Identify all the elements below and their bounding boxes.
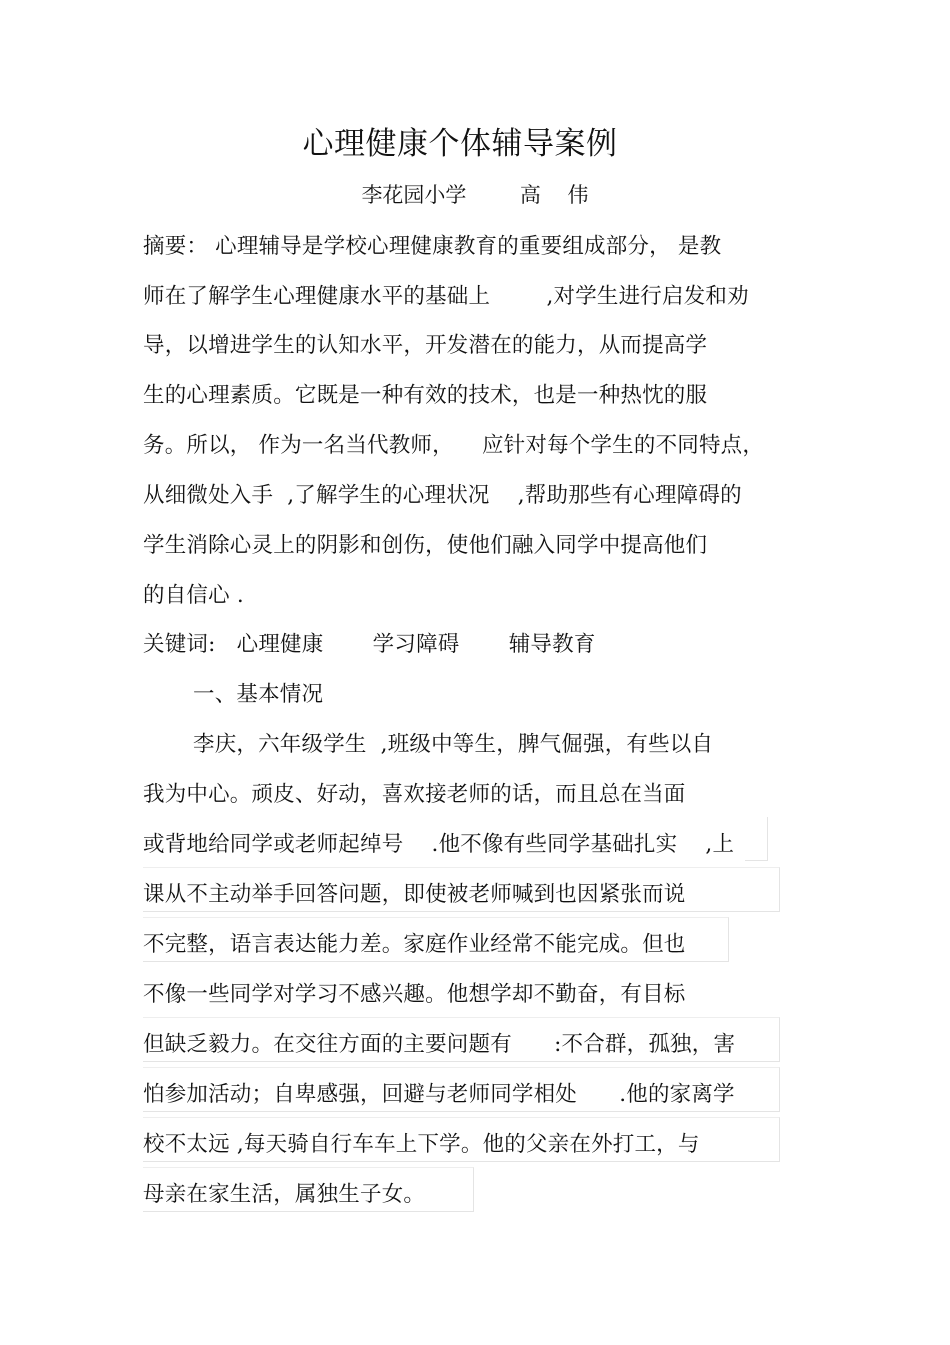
- body-line: 但缺乏毅力。在交往方面的主要问题有 :不合群，孤独，害: [143, 1032, 736, 1057]
- body-line: 怕参加活动；自卑感强，回避与老师同学相处 .他的家离学: [143, 1082, 735, 1107]
- abstract-line: 生的心理素质。它既是一种有效的技术，也是一种热忱的服: [143, 383, 708, 408]
- body-line: 李庆，六年级学生 ,班级中等生，脾气倔强，有些以自: [193, 732, 714, 757]
- abstract-line: 务。所以， 作为一名当代教师， 应针对每个学生的不同特点，: [143, 433, 765, 458]
- body-line: 不像一些同学对学习不感兴趣。他想学却不勤奋，有目标: [143, 982, 686, 1007]
- body-line: 我为中心。顽皮、好动，喜欢接老师的话，而且总在当面: [143, 782, 686, 807]
- body-line: 校不太远 ,每天骑自行车车上下学。他的父亲在外打工，与: [143, 1132, 700, 1157]
- section-heading: 一、基本情况: [193, 682, 324, 707]
- abstract-line: 从细微处入手 ,了解学生的心理状况 ,帮助那些有心理障碍的: [143, 483, 742, 508]
- abstract-line: 的自信心 .: [143, 583, 244, 608]
- body-line: 不完整，语言表达能力差。家庭作业经常不能完成。但也: [143, 932, 686, 957]
- abstract-line: 学生消除心灵上的阴影和创伤，使他们融入同学中提高他们: [143, 533, 708, 558]
- scan-artifact-border: [745, 817, 768, 861]
- body-line: 母亲在家生活，属独生子女。: [143, 1182, 426, 1207]
- body-line: 或背地给同学或老师起绰号 .他不像有些同学基础扎实 ,上: [143, 832, 735, 857]
- abstract-line: 师在了解学生心理健康水平的基础上 ,对学生进行启发和劝: [143, 284, 749, 309]
- document-title: 心理健康个体辅导案例: [302, 126, 618, 162]
- body-line: 课从不主动举手回答问题，即使被老师喊到也因紧张而说: [143, 882, 686, 907]
- keywords-line: 关键词: 心理健康 学习障碍 辅导教育: [143, 632, 596, 657]
- abstract-line: 摘要： 心理辅导是学校心理健康教育的重要组成部分， 是教: [143, 234, 722, 259]
- abstract-line: 导，以增进学生的认知水平，开发潜在的能力，从而提高学: [143, 333, 708, 358]
- author-line: 李花园小学 高 伟: [361, 183, 589, 207]
